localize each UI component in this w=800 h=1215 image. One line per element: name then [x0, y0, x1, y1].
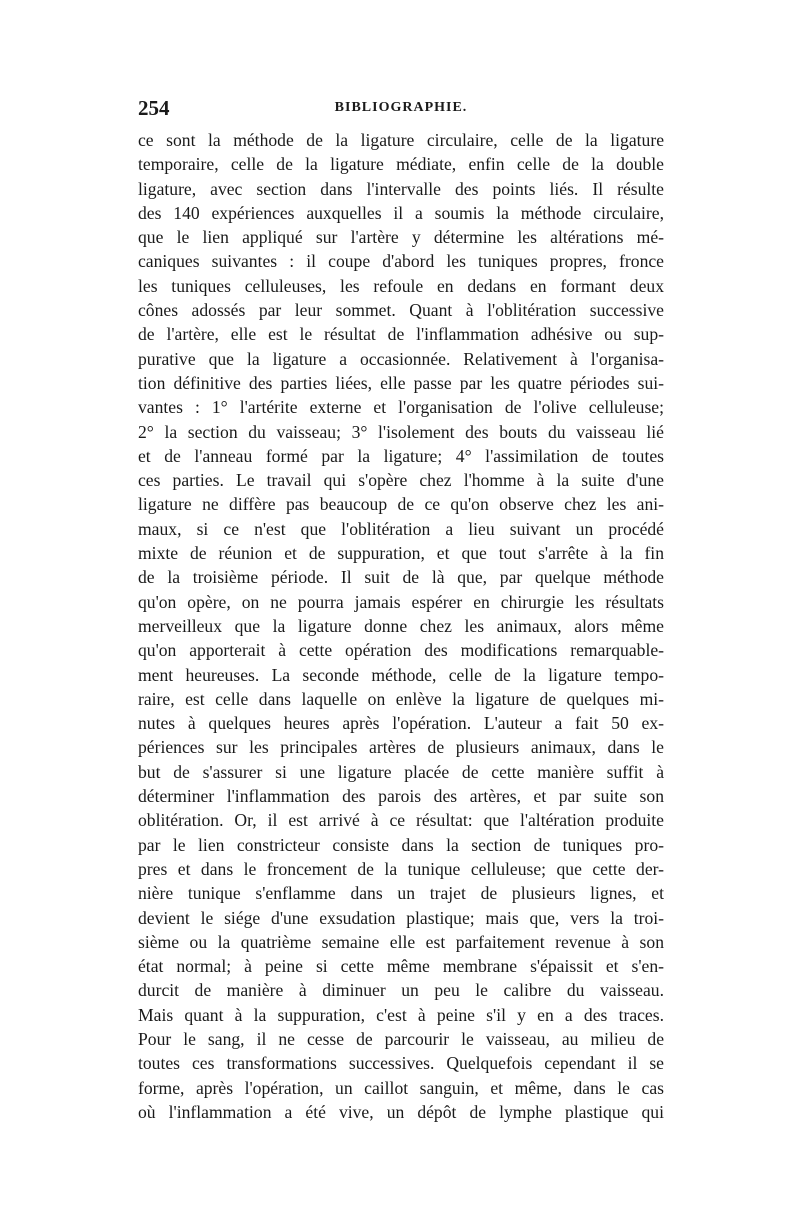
- text-line: de la troisième période. Il suit de là que, par quelque méthode: [138, 567, 664, 588]
- text-line: caniques suivantes : il coupe d'abord les tuniques propres, fronce: [138, 251, 664, 272]
- text-line: purative que la ligature a occasionnée. Relativement à l'organisa-: [138, 348, 664, 369]
- text-line: de l'artère, elle est le résultat de l'inflammation adhésive ou sup-: [138, 324, 664, 345]
- text-line: pres et dans le froncement de la tunique celluleuse; que cette der-: [138, 858, 664, 879]
- text-line: Pour le sang, il ne cesse de parcourir le vaisseau, au milieu de: [138, 1028, 664, 1049]
- text-line: sième ou la quatrième semaine elle est parfaitement revenue à son: [138, 931, 664, 952]
- text-line: ligature ne diffère pas beaucoup de ce qu'on observe chez les ani-: [138, 494, 664, 515]
- text-line: nière tunique s'enflamme dans un trajet de plusieurs lignes, et: [138, 883, 664, 904]
- text-line: périences sur les principales artères de plusieurs animaux, dans le: [138, 737, 664, 758]
- text-line: 2° la section du vaisseau; 3° l'isolement des bouts du vaisseau lié: [138, 421, 664, 442]
- text-line: ligature, avec section dans l'intervalle des points liés. Il résulte: [138, 178, 664, 199]
- text-line: nutes à quelques heures après l'opération. L'auteur a fait 50 ex-: [138, 713, 664, 734]
- text-line: des 140 expériences auxquelles il a soumis la méthode circulaire,: [138, 202, 664, 223]
- text-line: devient le siége d'une exsudation plastique; mais que, vers la troi-: [138, 907, 664, 928]
- text-line: qu'on apporterait à cette opération des modifications remarquable-: [138, 640, 664, 661]
- text-line: vantes : 1° l'artérite externe et l'organisation de l'olive celluleuse;: [138, 397, 664, 418]
- text-line: déterminer l'inflammation des parois des artères, et par suite son: [138, 786, 664, 807]
- text-line: ces parties. Le travail qui s'opère chez l'homme à la suite d'une: [138, 470, 664, 491]
- text-line: que le lien appliqué sur l'artère y détermine les altérations mé-: [138, 227, 664, 248]
- text-line: et de l'anneau formé par la ligature; 4° l'assimilation de toutes: [138, 445, 664, 466]
- text-line: les tuniques celluleuses, les refoule en dedans en formant deux: [138, 275, 664, 296]
- text-line: qu'on opère, on ne pourra jamais espérer en chirurgie les résultats: [138, 591, 664, 612]
- text-line: maux, si ce n'est que l'oblitération a lieu suivant un procédé: [138, 518, 664, 539]
- body-text: [138, 128, 664, 1124]
- text-line: où l'inflammation a été vive, un dépôt de lymphe plastique qui: [138, 1101, 664, 1122]
- page-header: [138, 96, 664, 126]
- text-line: durcit de manière à diminuer un peu le calibre du vaisseau.: [138, 980, 664, 1001]
- text-line: par le lien constricteur consiste dans la section de tuniques pro-: [138, 834, 664, 855]
- text-line: Mais quant à la suppuration, c'est à peine s'il y en a des traces.: [138, 1004, 664, 1025]
- text-line: merveilleux que la ligature donne chez les animaux, alors même: [138, 615, 664, 636]
- text-line: forme, après l'opération, un caillot sanguin, et même, dans le cas: [138, 1077, 664, 1098]
- text-line: raire, est celle dans laquelle on enlève la ligature de quelques mi-: [138, 688, 664, 709]
- text-line: but de s'assurer si une ligature placée de cette manière suffit à: [138, 761, 664, 782]
- running-title: BIBLIOGRAPHIE.: [334, 100, 468, 115]
- text-line: état normal; à peine si cette même membrane s'épaissit et s'en-: [138, 956, 664, 977]
- text-line: ce sont la méthode de la ligature circulaire, celle de la ligature: [138, 130, 664, 150]
- text-line: ment heureuses. La seconde méthode, celle de la ligature tempo-: [138, 664, 664, 685]
- text-line: oblitération. Or, il est arrivé à ce résultat: que l'altération produite: [138, 810, 664, 831]
- text-line: mixte de réunion et de suppuration, et que tout s'arrête à la fin: [138, 543, 664, 564]
- text-line: tion définitive des parties liées, elle passe par les quatre périodes sui-: [138, 372, 664, 393]
- text-line: cônes adossés par leur sommet. Quant à l'oblitération successive: [138, 300, 664, 321]
- page-number: 254: [138, 96, 170, 120]
- text-line: temporaire, celle de la ligature médiate, enfin celle de la double: [138, 154, 664, 175]
- text-line: toutes ces transformations successives. Quelquefois cependant il se: [138, 1053, 664, 1074]
